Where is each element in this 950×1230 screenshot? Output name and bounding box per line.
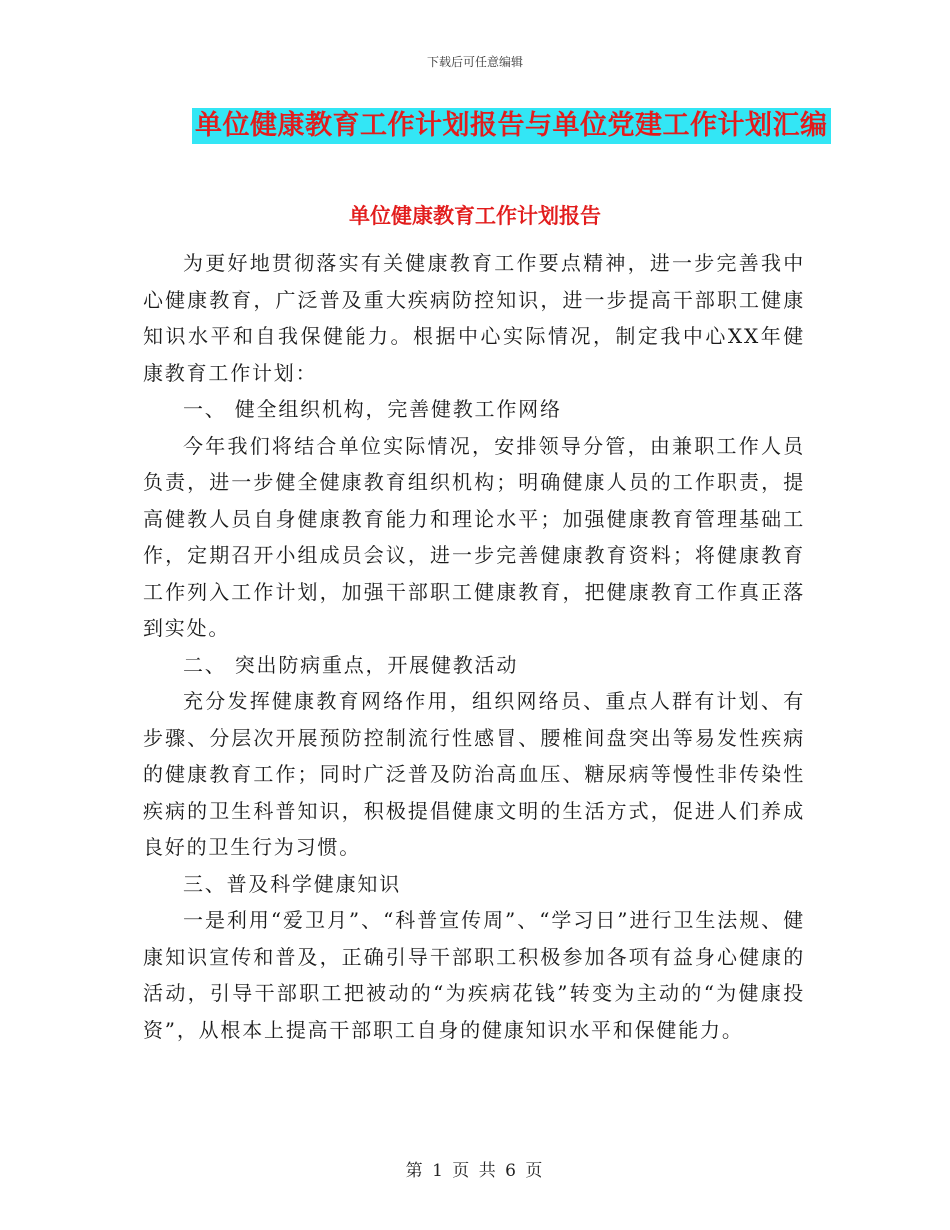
main-title-wrap bbox=[192, 108, 831, 144]
header-note: 下载后可任意编辑 bbox=[426, 55, 523, 69]
page-footer: 第 1 页 共 6 页 bbox=[405, 1161, 545, 1181]
main-title: 单位健康教育工作计划报告与单位党建工作计划汇编 bbox=[192, 108, 831, 144]
paragraph-1: 今年我们将结合单位实际情况，安排领导分管，由兼职工作人员负责，进一步健全健康教育组织机构；明确健康人员的工作职责，提高健教人员自身健康教育能力和理论水平；加强健康教育管理基础工作，定期召开小组成员会议，进一步完善健康教育资料；将健康教育工作列入工作计划，加强干部职工健康教育，把健康教育工作真正落到实处。 bbox=[143, 433, 805, 640]
document-body bbox=[143, 245, 805, 1048]
paragraph-2: 充分发挥健康教育网络作用，组织网络员、重点人群有计划、有步骤、分层次开展预防控制流行性感冒、腰椎间盘突出等易发性疾病的健康教育工作；同时广泛普及防治高血压、糖尿病等慢性非传染性疾病的卫生科普知识，积极提倡健康文明的生活方式，促进人们养成良好的卫生行为习惯。 bbox=[143, 689, 805, 859]
heading-1: 一、 健全组织机构，完善健教工作网络 bbox=[183, 397, 562, 421]
heading-3: 三、普及科学健康知识 bbox=[183, 871, 401, 896]
heading-2: 二、 突出防病重点，开展健教活动 bbox=[183, 652, 519, 677]
paragraph-intro: 为更好地贯彻落实有关健康教育工作要点精神，进一步完善我中心健康教育，广泛普及重大疾病防控知识，进一步提高干部职工健康知识水平和自我保健能力。根据中心实际情况，制定我中心XX年健康教育工作计划： bbox=[143, 251, 805, 385]
paragraph-3: 一是利用“爱卫月”、“科普宣传周”、“学习日”进行卫生法规、健康知识宣传和普及，正确引导干部职工积极参加各项有益身心健康的活动，引导干部职工把被动的“为疾病花钱”转变为主动的“为健康投资”，从根本上提高干部职工自身的健康知识水平和保健能力。 bbox=[143, 908, 805, 1042]
section-title: 单位健康教育工作计划报告 bbox=[349, 204, 601, 228]
